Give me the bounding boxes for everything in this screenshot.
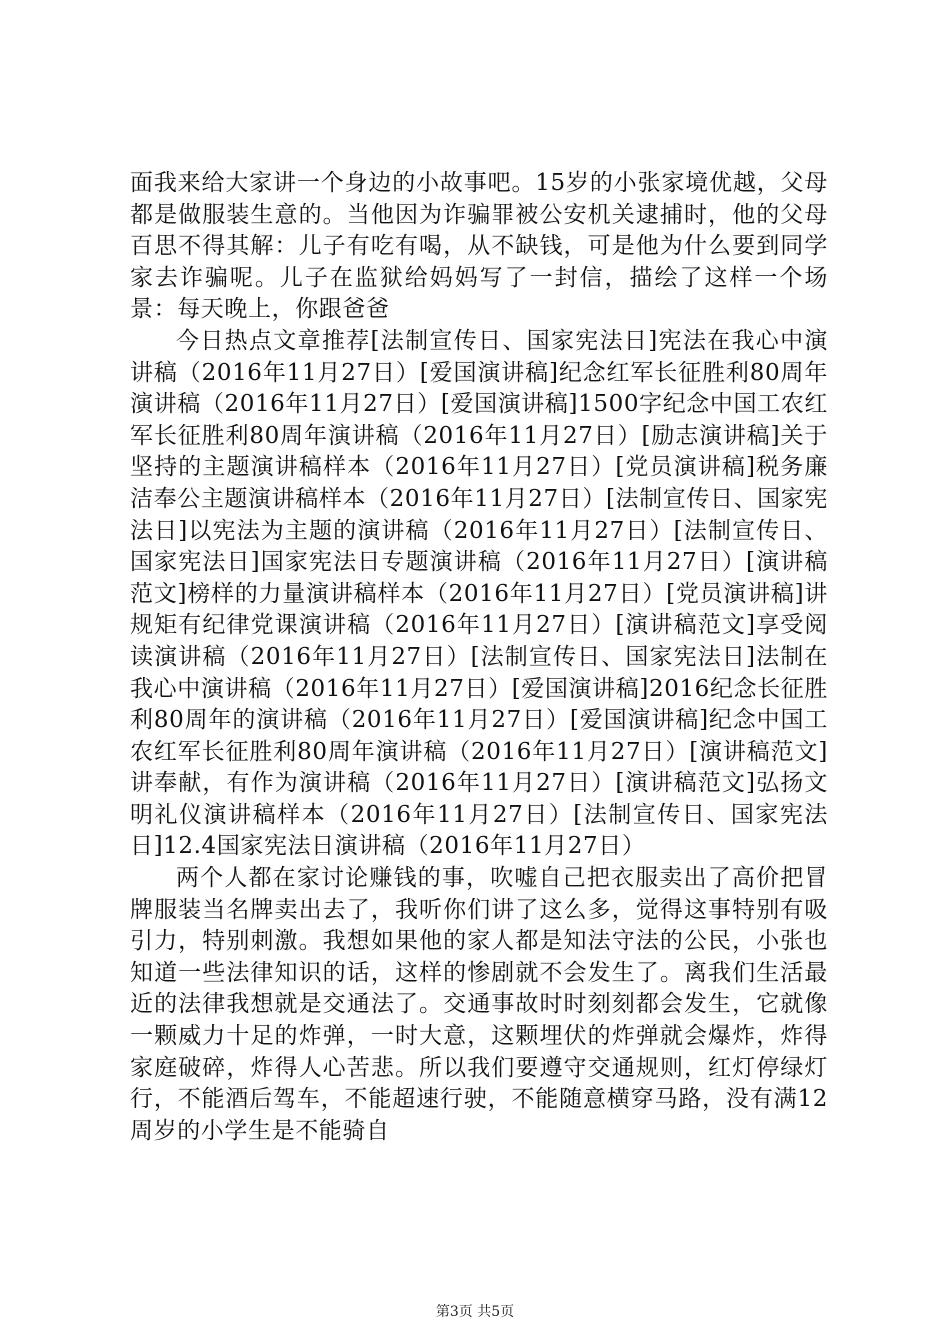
- document-body: [130, 168, 828, 1147]
- paragraph-recommended-articles: 今日热点文章推荐[法制宣传日、国家宪法日]宪法在我心中演讲稿（2016年11月27日）[爱国演讲稿]纪念红军长征胜利80周年演讲稿（2016年11月27日）[爱国演讲稿]1500字纪念中国工农红军长征胜利80周年演讲稿（2016年11月27日）[励志演讲稿]关于坚持的主题演讲稿样本（2016年11月27日）[党员演讲稿]税务廉洁奉公主题演讲稿样本（2016年11月27日）[法制宣传日、国家宪法日]以宪法为主题的演讲稿（2016年11月27日）[法制宣传日、国家宪法日]国家宪法日专题演讲稿（2016年11月27日）[演讲稿范文]榜样的力量演讲稿样本（2016年11月27日）[党员演讲稿]讲规矩有纪律党课演讲稿（2016年11月27日）[演讲稿范文]享受阅读演讲稿（2016年11月27日）[法制宣传日、国家宪法日]法制在我心中演讲稿（2016年11月27日）[爱国演讲稿]2016纪念长征胜利80周年的演讲稿（2016年11月27日）[爱国演讲稿]纪念中国工农红军长征胜利80周年演讲稿（2016年11月27日）[演讲稿范文]讲奉献，有作为演讲稿（2016年11月27日）[演讲稿范文]弘扬文明礼仪演讲稿样本（2016年11月27日）[法制宣传日、国家宪法日]12.4国家宪法日演讲稿（2016年11月27日）: [130, 327, 828, 860]
- page-footer: [0, 1302, 950, 1322]
- page-number-label: 第3页 共5页: [435, 1304, 515, 1320]
- paragraph-continuation: 面我来给大家讲一个身边的小故事吧。15岁的小张家境优越，父母都是做服装生意的。当他因为诈骗罪被公安机关逮捕时，他的父母百思不得其解：儿子有吃有喝，从不缺钱，可是他为什么要到同学家去诈骗呢。儿子在监狱给妈妈写了一封信，描绘了这样一个场景：每天晚上，你跟爸爸: [130, 170, 828, 323]
- paragraph-traffic-law: 两个人都在家讨论赚钱的事，吹嘘自己把衣服卖出了高价把冒牌服装当名牌卖出去了，我听你们讲了这么多，觉得这事特别有吸引力，特别刺激。我想如果他的家人都是知法守法的公民，小张也知道一些法律知识的话，这样的惨剧就不会发生了。离我们生活最近的法律我想就是交通法了。交通事故时时刻刻都会发生，它就像一颗威力十足的炸弹，一时大意，这颗埋伏的炸弹就会爆炸，炸得家庭破碎，炸得人心苦悲。所以我们要遵守交通规则，红灯停绿灯行，不能酒后驾车，不能超速行驶，不能随意横穿马路，没有满12周岁的小学生是不能骑自: [130, 865, 828, 1144]
